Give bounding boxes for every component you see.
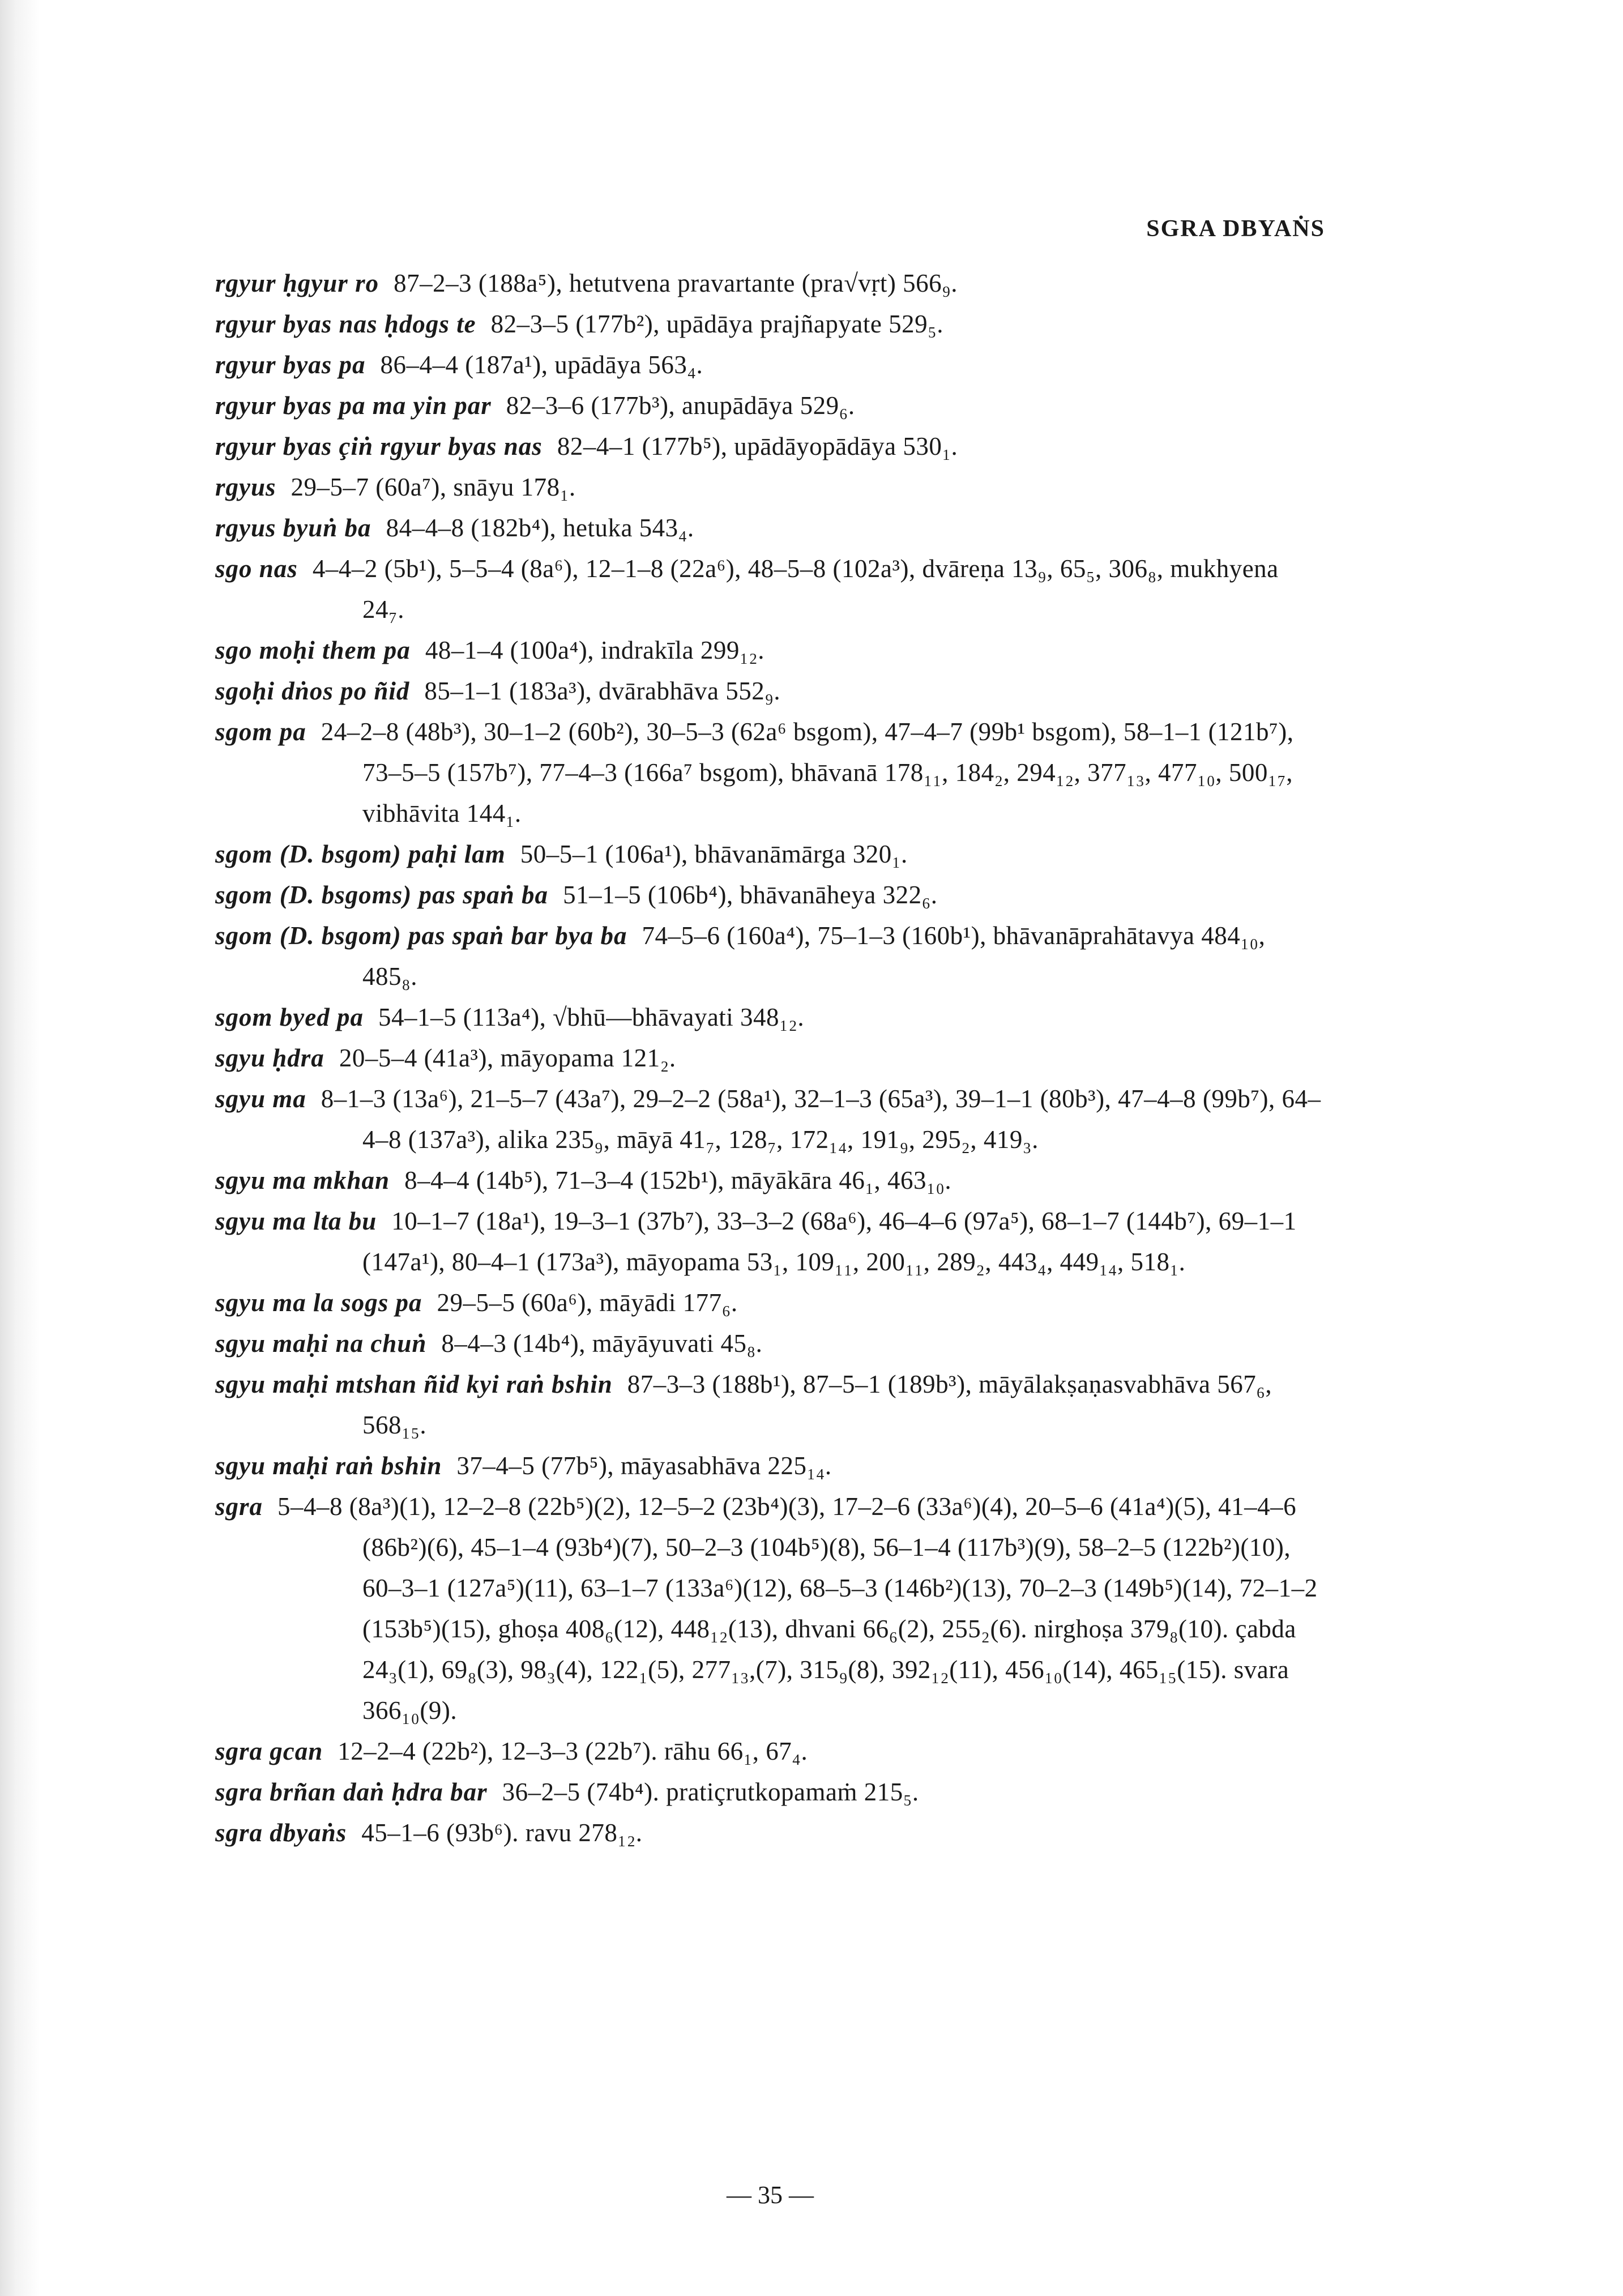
dictionary-entry	[215, 344, 1325, 385]
dictionary-entry	[215, 1486, 1325, 1731]
entry-headword: sgo nas	[215, 554, 298, 583]
entry-references: 12–2–4 (22b²), 12–3–3 (22b⁷). rāhu 66₁, 67₄.	[338, 1737, 808, 1765]
entry-headword: rgyus	[215, 473, 276, 501]
entry-references: 51–1–5 (106b⁴), bhāvanāheya 322₆.	[563, 881, 938, 909]
entry-references: 82–3–5 (177b²), upādāya prajñapyate 529₅.	[490, 310, 944, 338]
entry-references: 85–1–1 (183a³), dvārabhāva 552₉.	[424, 677, 781, 705]
entry-references: 48–1–4 (100a⁴), indrakīla 299₁₂.	[425, 636, 765, 664]
entry-references: 74–5–6 (160a⁴), 75–1–3 (160b¹), bhāvanāprahātavya 484₁₀, 485₈.	[362, 921, 1266, 991]
running-head: SGRA DBYAṄS	[1146, 216, 1325, 242]
entry-references: 82–4–1 (177b⁵), upādāyopādāya 530₁.	[557, 432, 958, 460]
dictionary-entry	[215, 1772, 1325, 1812]
dictionary-entry	[215, 1160, 1325, 1201]
entry-references: 4–4–2 (5b¹), 5–5–4 (8a⁶), 12–1–8 (22a⁶), 48–5–8 (102a³), dvāreṇa 13₉, 65₅, 306₈, mukhyena 24₇.	[312, 554, 1279, 624]
dictionary-entry	[215, 467, 1325, 507]
dictionary-entry	[215, 1038, 1325, 1078]
entry-headword: sgyu maḥi raṅ bshin	[215, 1452, 442, 1480]
entry-references: 29–5–7 (60a⁷), snāyu 178₁.	[291, 473, 576, 501]
dictionary-entry	[215, 263, 1325, 304]
entry-references: 20–5–4 (41a³), māyopama 121₂.	[339, 1044, 676, 1072]
entry-headword: sgyu maḥi na chuṅ	[215, 1329, 427, 1358]
entry-references: 10–1–7 (18a¹), 19–3–1 (37b⁷), 33–3–2 (68a⁶), 46–4–6 (97a⁵), 68–1–7 (144b⁷), 69–1–1 (147a¹), 80–4–1 (173a³), māyopama 53₁, 109₁₁, 200₁₁, 289₂, 443₄, 449₁₄, 518₁.	[362, 1207, 1297, 1276]
entry-references: 50–5–1 (106a¹), bhāvanāmārga 320₁.	[520, 840, 908, 868]
entry-headword: sgra dbyaṅs	[215, 1819, 347, 1847]
page-number: — 35 —	[727, 2181, 814, 2209]
dictionary-entry	[215, 548, 1325, 630]
entry-headword: rgyur byas nas ḥdogs te	[215, 310, 476, 338]
entry-headword: sgom pa	[215, 718, 306, 746]
dictionary-entry	[215, 874, 1325, 915]
dictionary-entry	[215, 915, 1325, 997]
entry-references: 84–4–8 (182b⁴), hetuka 543₄.	[386, 514, 694, 542]
dictionary-entry	[215, 1812, 1325, 1853]
dictionary-entry	[215, 1078, 1325, 1160]
entry-references: 87–2–3 (188a⁵), hetutvena pravartante (pra√vṛt) 566₉.	[394, 269, 958, 297]
entry-headword: sgom byed pa	[215, 1003, 364, 1031]
entry-headword: rgyur ḥgyur ro	[215, 269, 379, 297]
dictionary-entry	[215, 671, 1325, 711]
dictionary-entry	[215, 507, 1325, 548]
entry-headword: sgyu ma	[215, 1085, 306, 1113]
dictionary-entry	[215, 1364, 1325, 1445]
entry-references: 8–4–4 (14b⁵), 71–3–4 (152b¹), māyākāra 46₁, 463₁₀.	[404, 1166, 952, 1194]
dictionary-entry	[215, 711, 1325, 834]
entry-references: 29–5–5 (60a⁶), māyādi 177₆.	[437, 1288, 738, 1317]
scan-margin-shadow	[0, 0, 40, 2296]
dictionary-entry	[215, 1323, 1325, 1364]
entry-list	[215, 263, 1325, 1853]
entry-references: 36–2–5 (74b⁴). pratiçrutkopamaṁ 215₅.	[502, 1778, 919, 1806]
entry-headword: sgom (D. bsgom) pas spaṅ bar bya ba	[215, 921, 627, 950]
dictionary-entry	[215, 1282, 1325, 1323]
dictionary-entry	[215, 304, 1325, 344]
entry-headword: sgyu ma la sogs pa	[215, 1288, 422, 1317]
entry-headword: sgo moḥi them pa	[215, 636, 411, 664]
dictionary-entry	[215, 630, 1325, 671]
entry-references: 45–1–6 (93b⁶). ravu 278₁₂.	[361, 1819, 643, 1847]
entry-headword: sgra gcan	[215, 1737, 323, 1765]
dictionary-entry	[215, 834, 1325, 874]
entry-references: 5–4–8 (8a³)(1), 12–2–8 (22b⁵)(2), 12–5–2 (23b⁴)(3), 17–2–6 (33a⁶)(4), 20–5–6 (41a⁴)(5), 41–4–6 (86b²)(6), 45–1–4 (93b⁴)(7), 50–2–3 (104b⁵)(8), 56–1–4 (117b³)(9), 58–2–5 (122b²)(10), 60–3–1 (127a⁵)(11), 63–1–7 (133a⁶)(12), 68–5–3 (146b²)(13), 70–2–3 (149b⁵)(14), 72–1–2 (153b⁵)(15), ghoṣa 408₆(12), 448₁₂(13), dhvani 66₆(2), 255₂(6). nirghoṣa 379₈(10). çabda 24₃(1), 69₈(3), 98₃(4), 122₁(5), 277₁₃,(7), 315₉(8), 392₁₂(11), 456₁₀(14), 465₁₅(15). svara 366₁₀(9).	[277, 1492, 1318, 1725]
dictionary-entry	[215, 1445, 1325, 1486]
entry-headword: sgom (D. bsgoms) pas spaṅ ba	[215, 881, 549, 909]
entry-references: 86–4–4 (187a¹), upādāya 563₄.	[380, 351, 703, 379]
entry-headword: sgyu ma lta bu	[215, 1207, 377, 1235]
entry-headword: sgra	[215, 1492, 263, 1521]
entry-references: 24–2–8 (48b³), 30–1–2 (60b²), 30–5–3 (62a⁶ bsgom), 47–4–7 (99b¹ bsgom), 58–1–1 (121b⁷), 73–5–5 (157b⁷), 77–4–3 (166a⁷ bsgom), bhāvanā 178₁₁, 184₂, 294₁₂, 377₁₃, 477₁₀, 500₁₇, vibhāvita 144₁.	[321, 718, 1294, 827]
entry-headword: rgyur byas pa	[215, 351, 366, 379]
entry-headword: sgra brñan daṅ ḥdra bar	[215, 1778, 488, 1806]
entry-references: 82–3–6 (177b³), anupādāya 529₆.	[506, 391, 855, 420]
dictionary-entry	[215, 385, 1325, 426]
entry-references: 87–3–3 (188b¹), 87–5–1 (189b³), māyālakṣaṇasvabhāva 567₆, 568₁₅.	[362, 1370, 1272, 1439]
entry-headword: sgyu maḥi mtshan ñid kyi raṅ bshin	[215, 1370, 613, 1398]
entry-references: 37–4–5 (77b⁵), māyasabhāva 225₁₄.	[456, 1452, 832, 1480]
entry-references: 8–1–3 (13a⁶), 21–5–7 (43a⁷), 29–2–2 (58a¹), 32–1–3 (65a³), 39–1–1 (80b³), 47–4–8 (99b⁷), 64–4–8 (137a³), alika 235₉, māyā 41₇, 128₇, 172₁₄, 191₉, 295₂, 419₃.	[321, 1085, 1321, 1154]
dictionary-entry	[215, 997, 1325, 1038]
entry-headword: rgyus byuṅ ba	[215, 514, 371, 542]
dictionary-entry	[215, 1201, 1325, 1282]
entry-references: 54–1–5 (113a⁴), √bhū—bhāvayati 348₁₂.	[378, 1003, 805, 1031]
entry-headword: sgoḥi dṅos po ñid	[215, 677, 410, 705]
entry-headword: sgyu ma mkhan	[215, 1166, 390, 1194]
entry-headword: sgom (D. bsgom) paḥi lam	[215, 840, 506, 868]
entry-references: 8–4–3 (14b⁴), māyāyuvati 45₈.	[441, 1329, 763, 1358]
entry-headword: sgyu ḥdra	[215, 1044, 324, 1072]
entry-headword: rgyur byas pa ma yin par	[215, 391, 492, 420]
dictionary-entry	[215, 426, 1325, 467]
entry-headword: rgyur byas çiṅ rgyur byas nas	[215, 432, 543, 460]
dictionary-entry	[215, 1731, 1325, 1772]
